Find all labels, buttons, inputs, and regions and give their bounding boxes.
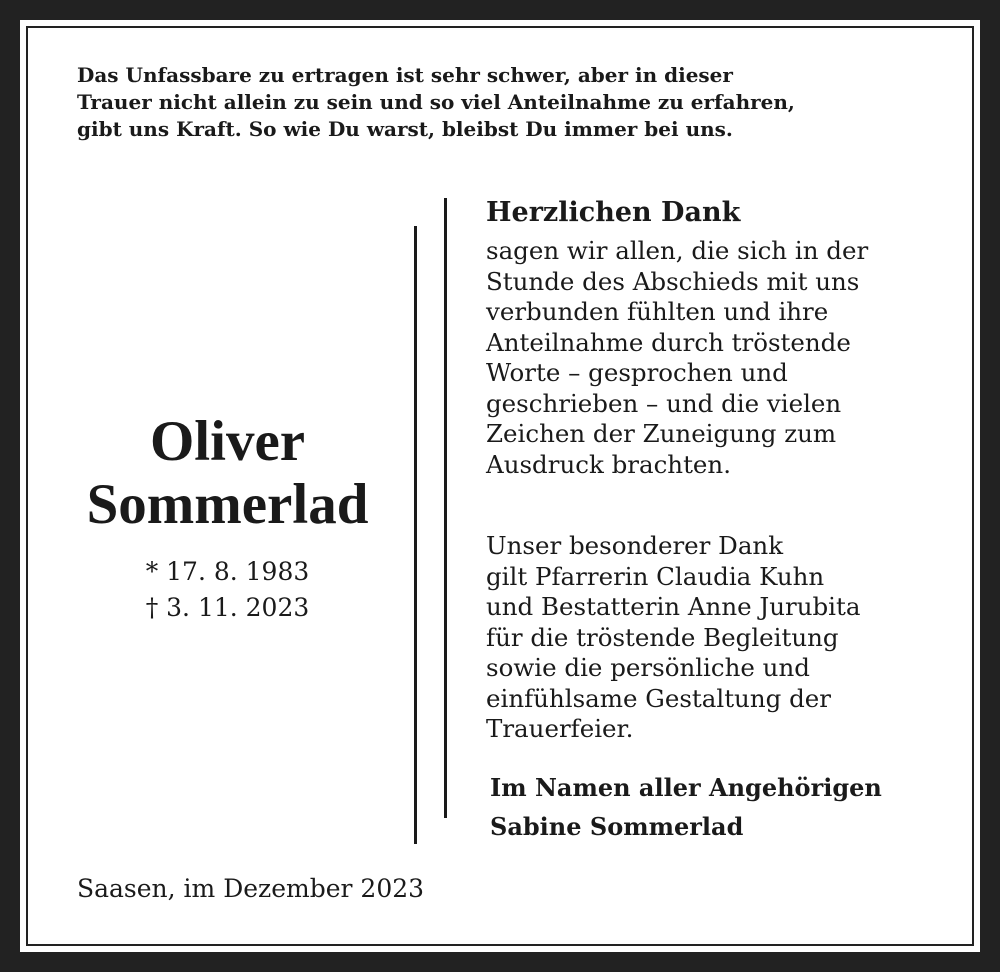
deceased-block xyxy=(60,410,395,626)
signature-block xyxy=(490,768,882,846)
motto-line: Trauer nicht allein zu sein und so viel Anteilnahme zu erfahren, xyxy=(77,90,795,114)
text-line: Trauerfeier. xyxy=(486,714,634,743)
text-line: Unser besonderer Dank xyxy=(486,531,784,560)
text-line: Zeichen der Zuneigung zum xyxy=(486,419,837,448)
vertical-divider-left xyxy=(414,226,417,844)
text-line: Worte – gesprochen und xyxy=(486,358,788,387)
deceased-last-name: Sommerlad xyxy=(86,473,369,536)
text-line: Ausdruck brachten. xyxy=(486,449,731,479)
place-and-date: Saasen, im Dezember 2023 xyxy=(77,874,425,903)
death-date: † 3. 11. 2023 xyxy=(145,593,310,622)
text-line: Anteilnahme durch tröstende xyxy=(486,327,851,357)
signature-name: Sabine Sommerlad xyxy=(490,812,744,841)
text-line: sagen wir allen, die sich in der xyxy=(486,236,869,265)
text-line: gilt Pfarrerin Claudia Kuhn xyxy=(486,561,825,591)
signature-line-1: Im Namen aller Angehörigen xyxy=(490,773,882,802)
thanks-column xyxy=(486,194,936,745)
text-line: geschrieben – und die vielen xyxy=(486,388,842,418)
text-line: verbunden fühlten und ihre xyxy=(486,297,829,326)
birth-date: * 17. 8. 1983 xyxy=(145,557,310,586)
vertical-divider-right xyxy=(444,198,447,818)
thanks-paragraph-1 xyxy=(486,236,936,480)
text-line: einfühlsame Gestaltung der xyxy=(486,683,831,713)
deceased-first-name: Oliver xyxy=(149,410,306,473)
text-line: sowie die persönliche und xyxy=(486,653,810,682)
text-line: für die tröstende Begleitung xyxy=(486,622,839,652)
motto-line: Das Unfassbare zu ertragen ist sehr schwer, aber in dieser xyxy=(77,63,733,87)
text-line: und Bestatterin Anne Jurubita xyxy=(486,592,861,621)
life-dates xyxy=(60,554,395,626)
text-line: Stunde des Abschieds mit uns xyxy=(486,266,860,296)
thanks-paragraph-2 xyxy=(486,531,936,745)
thanks-heading: Herzlichen Dank xyxy=(486,197,741,228)
motto-text xyxy=(77,62,937,143)
motto-line: gibt uns Kraft. So wie Du warst, bleibst Du immer bei uns. xyxy=(77,117,733,141)
